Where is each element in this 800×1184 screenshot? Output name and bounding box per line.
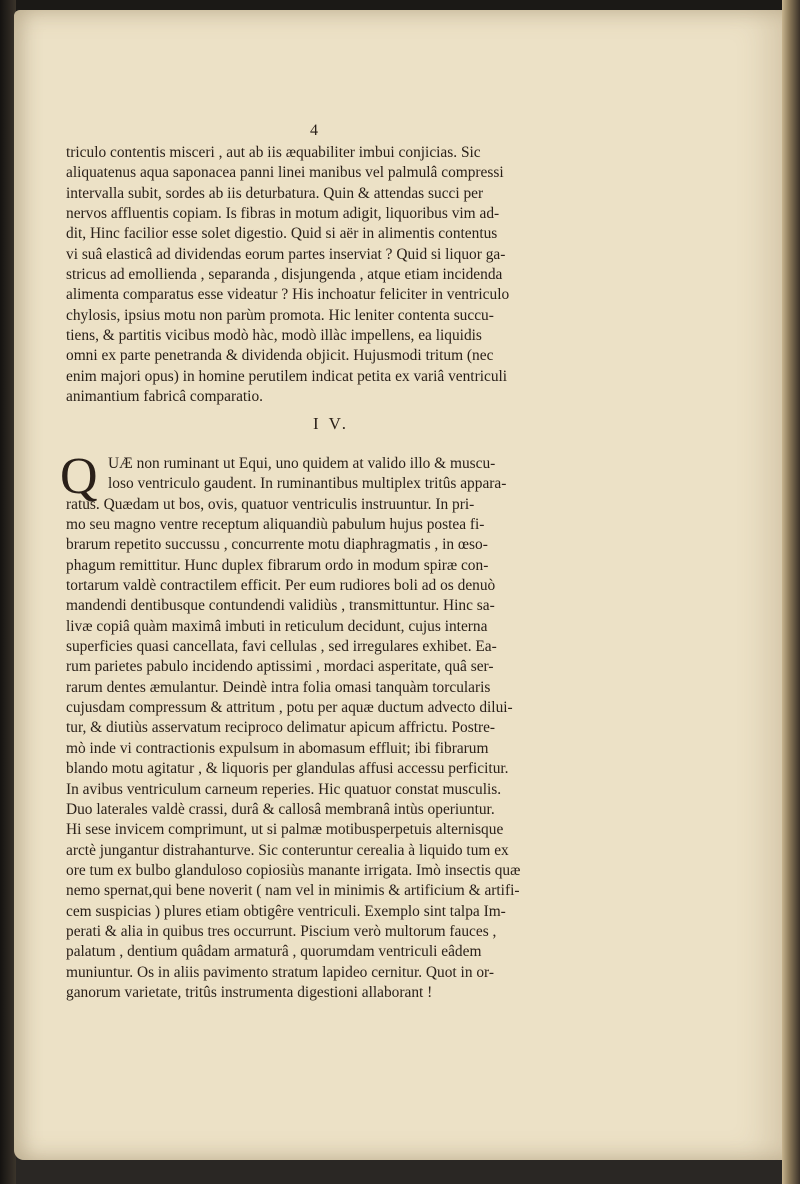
text-line: perati & alia in quibus tres occurrunt. Piscium verò multorum fauces , [66, 922, 497, 940]
text-line: tortarum valdè contractilem efficit. Per eum rudiores boli ad os denuò [66, 577, 496, 595]
text-line: vi suâ elasticâ ad dividendas eorum partes inserviat ? Quid si liquor ga- [66, 245, 506, 263]
text-line: ore tum ex bulbo glanduloso copiosiùs manante irrigata. Imò insectis quæ [66, 861, 521, 879]
drop-cap: Q [60, 448, 98, 505]
text-line: In avibus ventriculum carneum reperies. Hic quatuor constat musculis. [66, 780, 502, 798]
text-line: cujusdam compressum & attritum , potu per aquæ ductum advecto dilui- [66, 699, 513, 717]
text-line: superficies quasi cancellata, favi cellulas , sed irregulares exhibet. Ea- [66, 638, 497, 656]
text-line: rum parietes pabulo incidendo aptissimi , mordaci asperitate, quâ ser- [66, 658, 494, 676]
text-line: ratus. Quædam ut bos, ovis, quatuor ventriculis instruuntur. In pri- [66, 495, 475, 513]
text-line: dit, Hinc facilior esse solet digestio. Quid si aër in alimentis contentus [66, 225, 498, 243]
text-line: stricus ad emollienda , separanda , disjungenda , atque etiam incidenda [66, 266, 503, 284]
text-line: cem suspicias ) plures etiam obtigêre ventriculi. Exemplo sint talpa Im- [66, 902, 506, 920]
page-edge [782, 0, 800, 1184]
text-line: phagum remittitur. Hunc duplex fibrarum ordo in modum spiræ con- [66, 556, 489, 574]
text-line: mo seu magno ventre receptum aliquandiù pabulum hujus postea fi- [66, 516, 485, 534]
text-line: tur, & diutiùs asservatum reciproco delimatur apicum affrictu. Postre- [66, 719, 496, 737]
text-line: mandendi dentibusque contundendi validiùs , transmittuntur. Hinc sa- [66, 597, 495, 615]
text-line: triculo contentis misceri , aut ab iis æquabiliter imbui conjicias. Sic [66, 144, 481, 161]
text-line: palatum , dentium quâdam armaturâ , quorumdam ventriculi eâdem [66, 943, 482, 961]
text-line: aliquatenus aqua saponacea panni linei manibus vel palmulâ compressi [66, 164, 504, 182]
text-line: loso ventriculo gaudent. In ruminantibus multiplex tritûs appara- [108, 475, 507, 493]
text-line: mò inde vi contractionis expulsum in abomasum effluit; ibi fibrarum [66, 739, 489, 757]
text-line: omni ex parte penetranda & dividenda objicit. Hujusmodi tritum (nec [66, 347, 494, 365]
text-line: intervalla subit, sordes ab iis deturbatura. Quin & attendas succi per [66, 184, 484, 202]
text-line: Hi sese invicem comprimunt, ut si palmæ motibusperpetuis alternisque [66, 821, 504, 839]
text-line: rarum dentes æmulantur. Deindè intra folia omasi tanquàm torcularis [66, 678, 491, 696]
paragraph-section-iv [66, 454, 596, 1003]
text-line: enim majori opus) in homine perutilem indicat petita ex variâ ventriculi [66, 367, 508, 385]
text-line: livæ copiâ quàm maximâ imbuti in reticulum decidunt, cujus interna [66, 617, 488, 635]
text-line: alimenta comparatus esse videatur ? His inchoatur feliciter in ventriculo [66, 286, 510, 304]
text-line: animantium fabricâ comparatio. [66, 388, 264, 406]
text-line: Duo laterales valdè crassi, durâ & callosâ membranâ intùs operiuntur. [66, 800, 495, 818]
text-line: arctè jungantur distrahanturve. Sic conteruntur cerealia à liquido tum ex [66, 841, 509, 859]
text-line: ganorum varietate, tritûs instrumenta digestioni allaborant ! [66, 983, 433, 1001]
text-line: nemo spernat,qui bene noverit ( nam vel in minimis & artificium & artifi- [66, 882, 520, 900]
text-line: tiens, & partitis vicibus modò hàc, modò illàc impellens, ea liquidis [66, 327, 482, 345]
text-line: UÆ non ruminant ut Equi, uno quidem at valido illo & muscu- [108, 455, 496, 472]
text-line: muniuntur. Os in aliis pavimento stratum lapideo cernitur. Quot in or- [66, 963, 494, 981]
text-line: chylosis, ipsius motu non parùm promota. Hic leniter contenta succu- [66, 306, 494, 324]
signature-mark: 4 [310, 122, 318, 139]
text-line: brarum repetito succussu , concurrente motu diaphragmatis , in œso- [66, 536, 488, 554]
text-line: nervos affluentis copiam. Is fibras in motum adigit, liquoribus vim ad- [66, 205, 500, 223]
text-line: blando motu agitatur , & liquoris per glandulas affusi accessu perficitur. [66, 760, 509, 778]
paragraph-continued [66, 143, 596, 407]
section-heading: I V. [313, 414, 349, 433]
